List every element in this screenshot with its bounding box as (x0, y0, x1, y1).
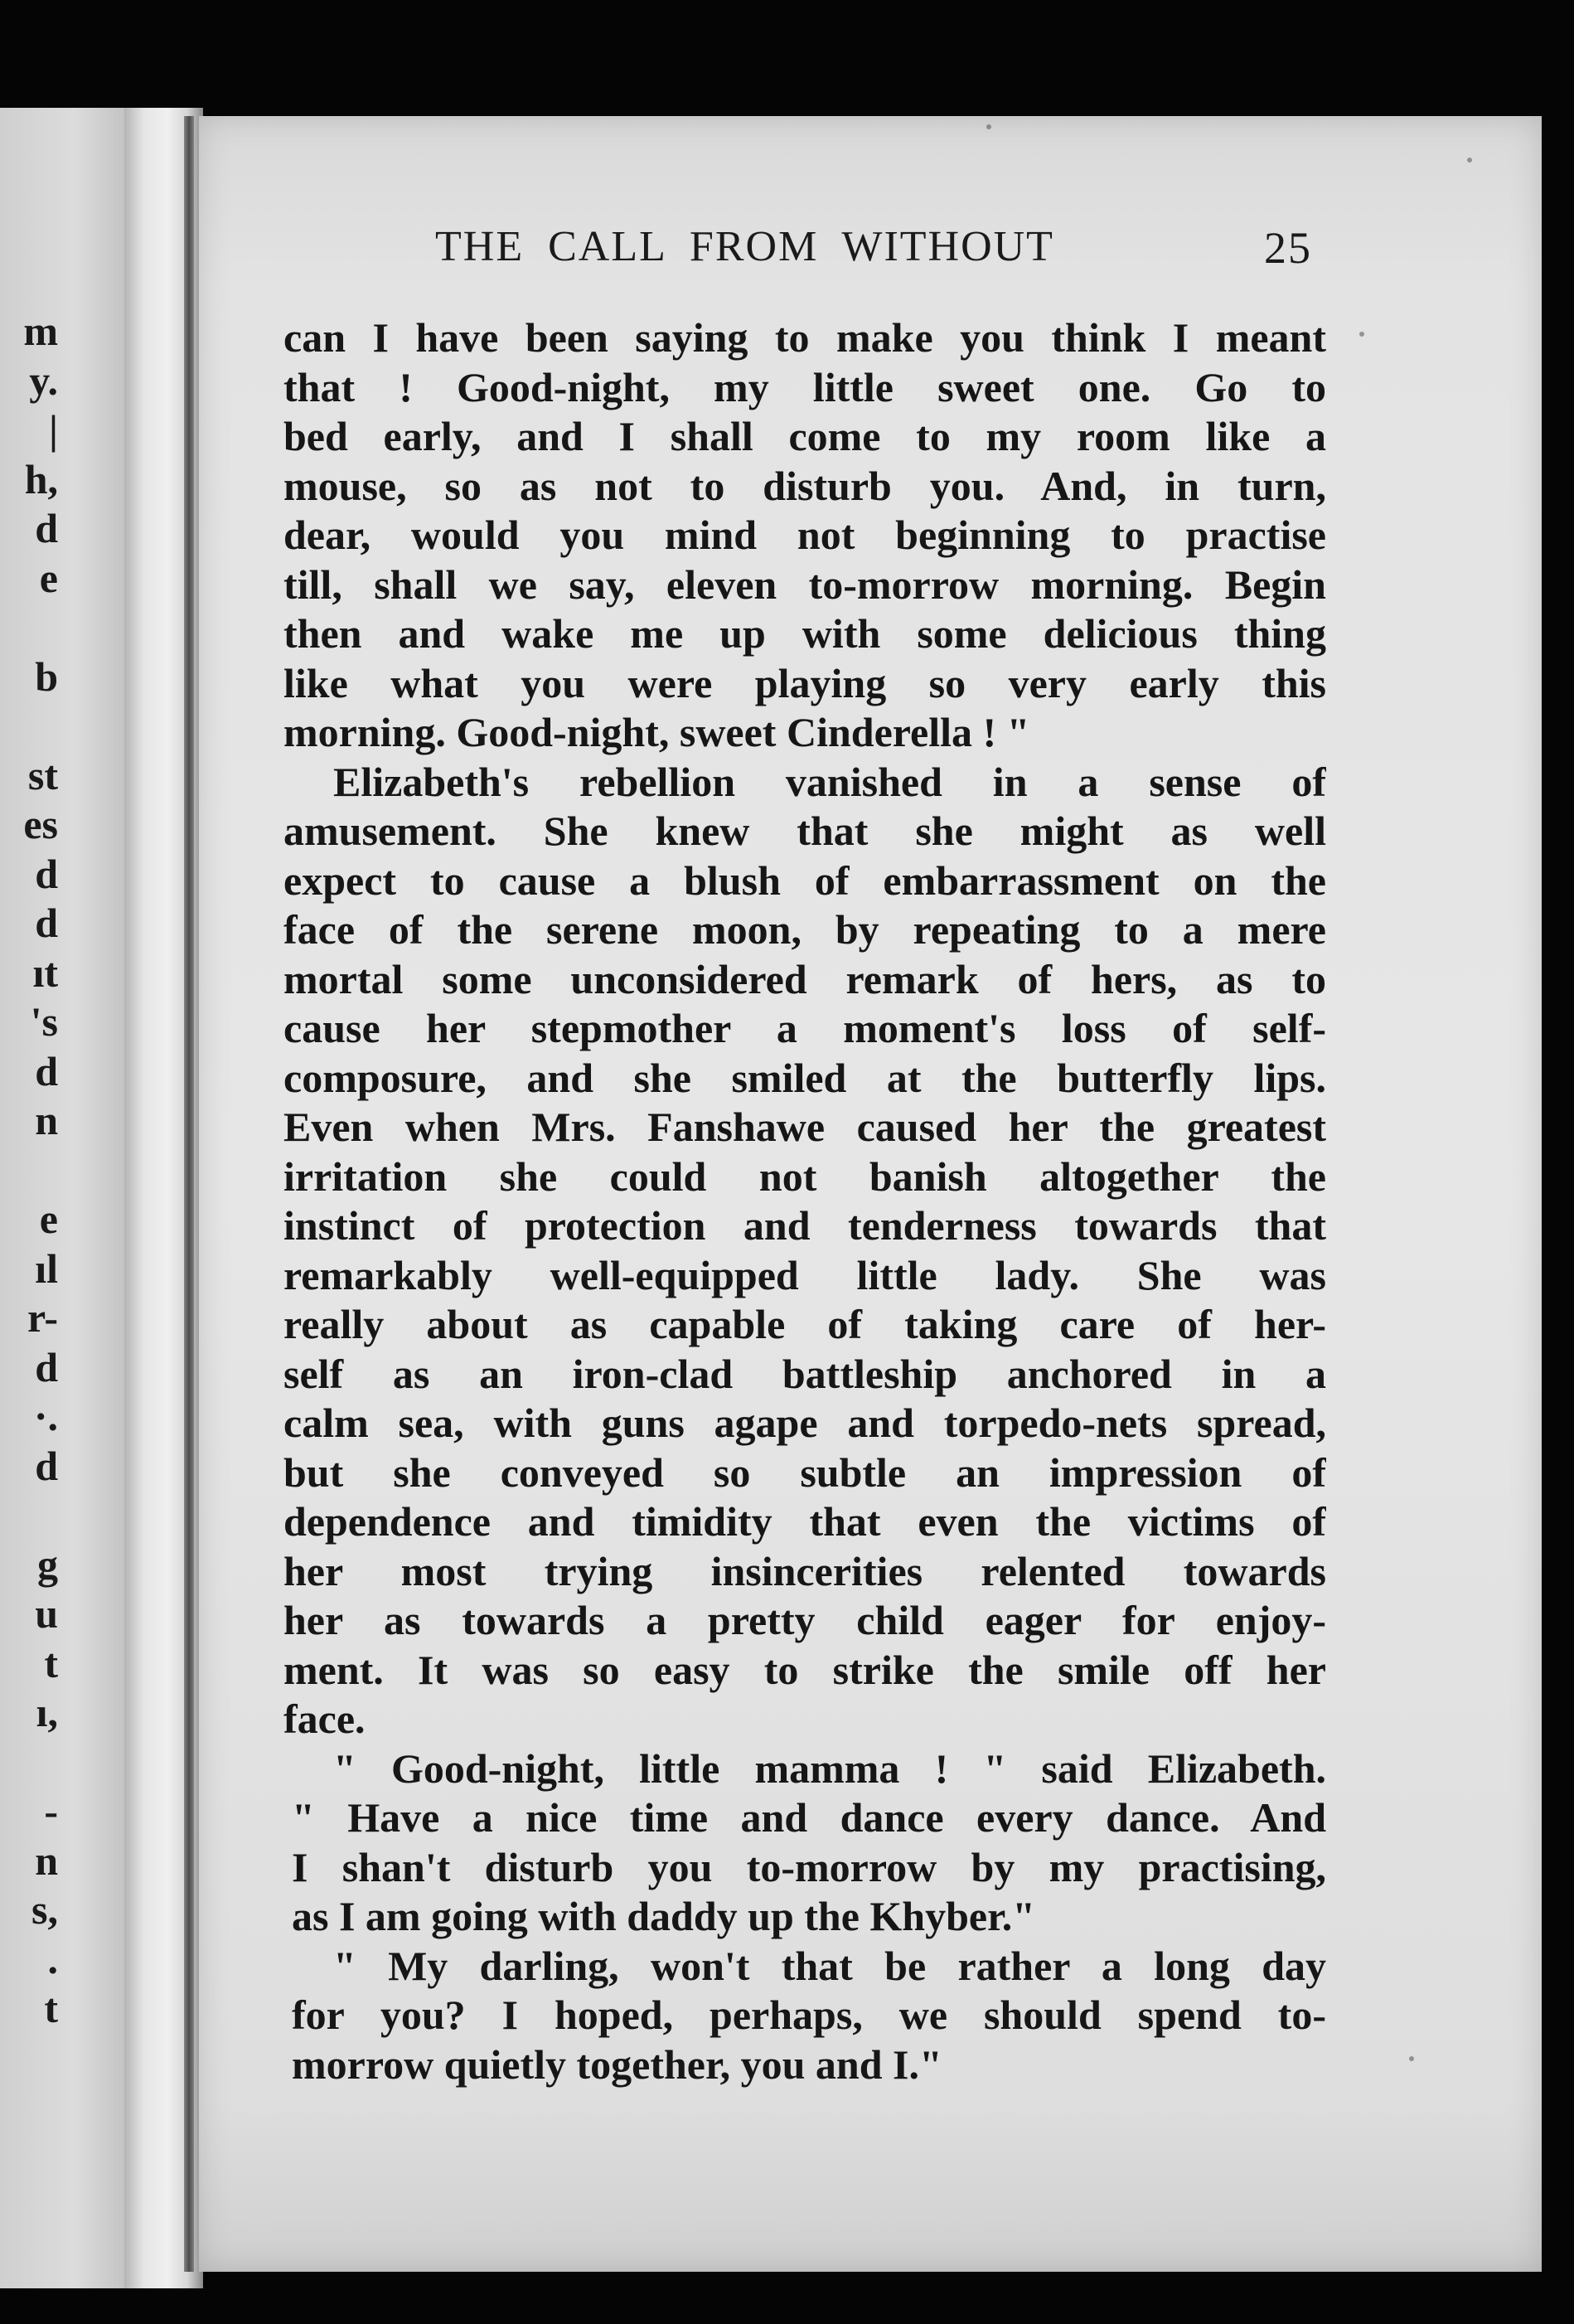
paper-speck (986, 124, 991, 129)
running-head-title: THE CALL FROM WITHOUT (435, 223, 1054, 270)
text-line: mortal some unconsidered remark of hers, as to (283, 955, 1326, 1002)
fragment: t (44, 1639, 58, 1686)
fragment: st (27, 751, 58, 798)
fragment: ıt (32, 949, 58, 996)
fragment: . (47, 1935, 58, 1982)
fragment (0, 603, 58, 653)
fragment: u (35, 1590, 58, 1637)
fragment: r- (27, 1294, 58, 1341)
fragment: d (35, 1343, 58, 1390)
fragment: n (35, 1097, 58, 1143)
text-line: really about as capable of taking care of her- (283, 1301, 1326, 1347)
text-line: cause her stepmother a moment's loss of self- (283, 1005, 1326, 1051)
fragment: n (35, 1836, 58, 1884)
fragment: h, (24, 455, 58, 502)
paper-speck (1359, 332, 1364, 337)
paper-speck (1409, 2056, 1414, 2061)
text-line: morning. Good-night, sweet Cinderella ! " (283, 709, 1030, 755)
text-line: can I have been saying to make you think I meant (283, 314, 1326, 361)
fragment: m (23, 308, 58, 354)
fragment: e (39, 554, 58, 601)
text-line: her most trying insincerities relented towards (283, 1547, 1326, 1594)
fragment: d (35, 850, 58, 897)
fragment: ·. (33, 1393, 58, 1439)
text-line: then and wake me up with some delicious thing (283, 610, 1326, 657)
text-line: irritation she could not banish altogether the (283, 1152, 1326, 1200)
text-line: " My darling, won't that be rather a long day (333, 1942, 1326, 1989)
body-text (283, 313, 1326, 2089)
fragment (0, 1738, 58, 1788)
text-line: but she conveyed so subtle an impression of (283, 1448, 1326, 1496)
text-line: like what you were playing so very early this (283, 659, 1326, 706)
text-line: calm sea, with guns agape and torpedo-nets spread, (283, 1400, 1326, 1446)
text-line: dear, would you mind not beginning to practise (283, 512, 1326, 558)
fragment (0, 1146, 58, 1196)
fragment: e (39, 1196, 58, 1242)
text-line: her as towards a pretty child eager for enjoy- (283, 1597, 1326, 1643)
text-line: Even when Mrs. Fanshawe caused her the greatest (283, 1104, 1326, 1150)
text-line: that ! Good-night, my little sweet one. Go to (283, 363, 1326, 410)
page-number: 25 (1264, 223, 1312, 273)
text-line: amusement. She knew that she might as well (283, 808, 1326, 854)
text-line: Elizabeth's rebellion vanished in a sense of (333, 758, 1326, 805)
fragment: ı, (36, 1689, 58, 1735)
fragment (0, 701, 58, 751)
fragment: t (44, 1985, 58, 2031)
fragment: ıl (35, 1244, 58, 1292)
text-line: self as an iron-clad battleship anchored in a (283, 1350, 1326, 1397)
fragment: y. (29, 357, 58, 404)
text-line: remarkably well-equipped little lady. She was (283, 1251, 1326, 1298)
fragment: d (35, 1047, 58, 1094)
text-line: as I am going with daddy up the Khyber." (292, 1893, 1035, 1939)
text-line: face of the serene moon, by repeating to a mere (283, 906, 1326, 953)
paper-speck (1467, 158, 1472, 163)
text-line: ment. It was so easy to strike the smile off her (283, 1646, 1326, 1693)
fragment: d (35, 1442, 58, 1489)
text-line: bed early, and I shall come to my room like a (283, 413, 1326, 459)
text-line: till, shall we say, eleven to-morrow morning. Begin (283, 560, 1326, 608)
fragment: d (35, 900, 58, 946)
fragment: | (48, 406, 58, 453)
fragment: s, (31, 1886, 58, 1933)
spine-shadow (184, 116, 194, 2272)
text-line: instinct of protection and tenderness towards that (283, 1202, 1326, 1249)
fragment (0, 1491, 58, 1540)
text-line: for you? I hoped, perhaps, we should spend to- (292, 1992, 1326, 2038)
text-line: face. (283, 1696, 366, 1742)
text-line: mouse, so as not to disturb you. And, in turn, (283, 462, 1326, 509)
text-line: " Good-night, little mamma ! " said Elizabeth. (333, 1744, 1326, 1792)
fragment: - (44, 1788, 58, 1834)
fragment: 's (30, 998, 58, 1045)
text-line: expect to cause a blush of embarrassment on the (283, 856, 1326, 904)
facing-page-text-fragments (0, 307, 58, 2034)
fragment: g (37, 1540, 58, 1588)
fragment: es (23, 801, 58, 847)
fragment: b (35, 653, 58, 700)
text-line: morrow quietly together, you and I." (292, 2040, 942, 2088)
fragment: d (35, 505, 58, 551)
running-head (0, 0, 1574, 332)
text-line: I shan't disturb you to-morrow by my practising, (292, 1843, 1326, 1890)
text-line: " Have a nice time and dance every dance. And (292, 1794, 1326, 1841)
text-line: composure, and she smiled at the butterfly lips. (283, 1054, 1326, 1101)
text-line: dependence and timidity that even the victims of (283, 1498, 1326, 1545)
